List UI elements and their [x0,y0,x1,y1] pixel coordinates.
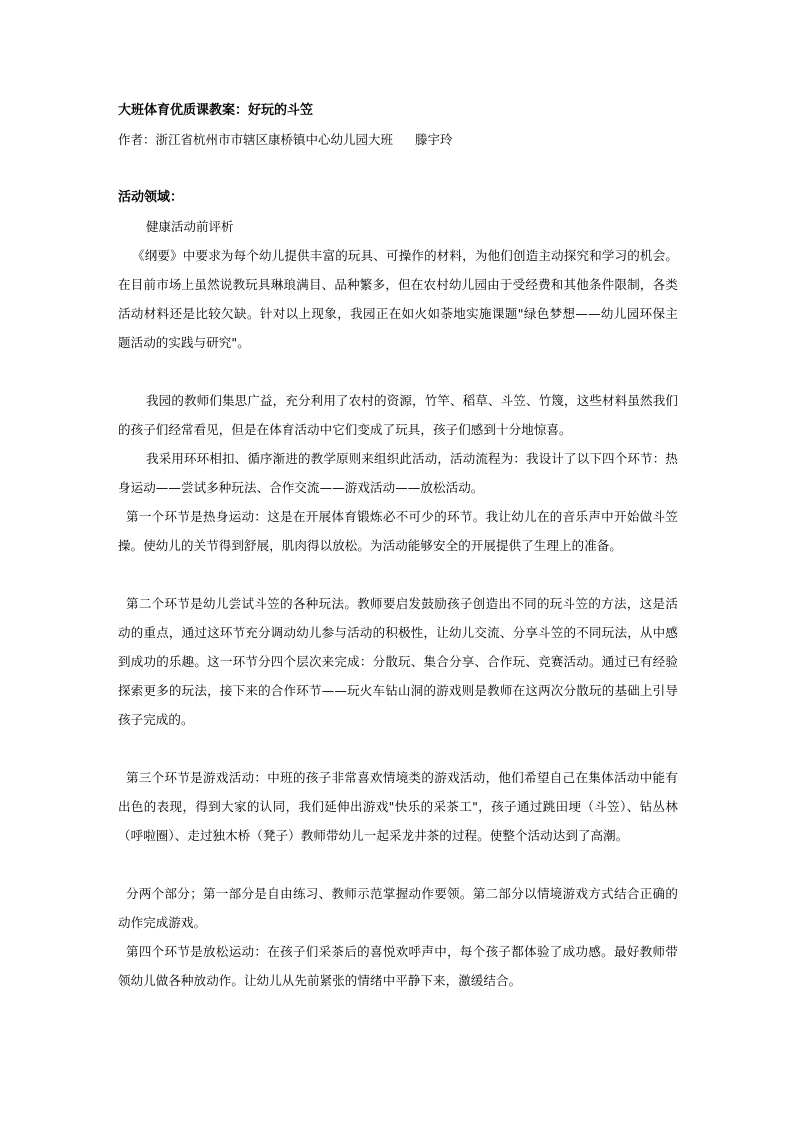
paragraph-stage-1: 第一个环节是热身运动：这是在开展体育锻炼必不可少的环节。我让幼儿在的音乐声中开始做斗笠操。使幼儿的关节得到舒展，肌肉得以放松。为活动能够安全的开展提供了生理上的准备。 [118,509,678,553]
document-title: 大班体育优质课教案：好玩的斗笠 [118,103,314,118]
paragraph-stage-4: 第四个环节是放松运动：在孩子们采茶后的喜悦欢呼声中，每个孩子都体验了成功感。最好教师带领幼儿做各种放动作。让幼儿从先前紧张的情绪中平静下来，激缓结合。 [118,944,678,988]
paragraph-two-parts: 分两个部分；第一部分是自由练习、教师示范掌握动作要领。第二部分以情境游戏方式结合正确的动作完成游戏。 [118,886,678,930]
paragraph-stage-3: 第三个环节是游戏活动：中班的孩子非常喜欢情境类的游戏活动，他们希望自己在集体活动中能有出色的表现，得到大家的认同，我们延伸出游戏"快乐的采茶工"，孩子通过跳田埂（斗笠）、钻丛林（呼啦圈）、走过独木桥（凳子）教师带幼儿一起采龙井茶的过程。使整个活动达到了高潮。 [118,770,678,843]
paragraph-resources: 我园的教师们集思广益，充分利用了农村的资源，竹竿、稻草、斗笠、竹篾，这些材料虽然我们的孩子们经常看见，但是在体育活动中它们变成了玩具，孩子们感到十分地惊喜。 [118,393,678,437]
paragraph-intro: 《纲要》中要求为每个幼儿提供丰富的玩具、可操作的材料，为他们创造主动探究和学习的机会。在目前市场上虽然说教玩具琳琅满目、品种繁多，但在农村幼儿园由于受经费和其他条件限制，各类活动材料还是比较欠缺。针对以上现象，我园正在如火如荼地实施课题"绿色梦想——幼儿园环保主题活动的实践与研究"。 [118,248,678,350]
paragraph-stage-2: 第二个环节是幼儿尝试斗笠的各种玩法。教师要启发鼓励孩子创造出不同的玩斗笠的方法，这是活动的重点，通过这环节充分调动幼儿参与活动的积极性，让幼儿交流、分享斗笠的不同玩法，从中感到成功的乐趣。这一环节分四个层次来完成：分散玩、集合分享、合作玩、竞赛活动。通过已有经验探索更多的玩法，接下来的合作环节——玩火车钻山洞的游戏则是教师在这两次分散玩的基础上引导孩子完成的。 [118,596,678,727]
author-label: 作者：浙江省杭州市市辖区康桥镇中心幼儿园大班 [118,132,394,147]
spacer [118,560,678,589]
spacer [118,357,678,386]
document-page [118,96,678,995]
author-name: 滕宇玲 [415,132,453,147]
author-line [118,125,678,154]
paragraph-flow: 我采用环环相扣、循序渐进的教学原则来组织此活动，活动流程为：我设计了以下四个环节：热身运动——尝试多种玩法、合作交流——游戏活动——放松活动。 [118,451,678,495]
spacer [118,734,678,763]
sub-heading: 健康活动前评析 [146,219,234,234]
spacer [118,850,678,879]
field-label: 活动领域： [118,190,184,205]
